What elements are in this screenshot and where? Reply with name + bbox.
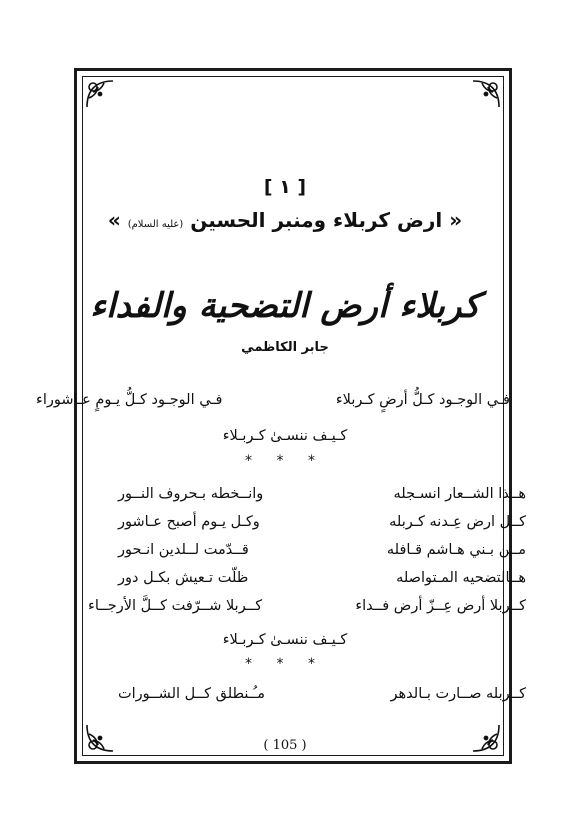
verse-line: وانــخطه بـحروف النــور (118, 486, 264, 502)
separator-stars: * * * (245, 656, 325, 672)
verse-line: هــذا الشــعار انسـجله (393, 486, 526, 502)
page-number: ( 105 ) (263, 738, 307, 753)
chapter-title (0, 208, 570, 232)
verse-line: كــربلا أرض عِــزّ أرض فــداء (355, 598, 526, 614)
chapter-number: [ ١ ] (263, 176, 307, 198)
honorific-text: (عليه السلام) (127, 219, 184, 230)
separator-stars: * * * (245, 453, 325, 469)
verse-line: فـي الوجـود كـلُّ يـومٍ عـاشوراء (36, 392, 223, 408)
poet-name: جابر الكاظمي (241, 340, 329, 355)
poem-title: كربلاء أرض التضحية والفداء (90, 286, 480, 326)
verse-line: هــالتضحيه المـتواصله (396, 570, 526, 586)
verse-line: وكـل يـوم أصبح عـاشور (118, 514, 260, 530)
chapter-title-text: « ارض كربلاء ومنبر الحسين (190, 208, 463, 232)
verse-line: مــن بـني هـاشم قـافله (386, 542, 526, 558)
verse-line: ظلّت تـعيش بكـل دور (118, 570, 249, 586)
corner-ornament-icon (470, 78, 502, 110)
verse-line: كــربلا شــرّفت كــلَّ الأرجــاء (88, 598, 263, 614)
verse-line: فـي الوجـود كـلُّ أرضٍ كـربلاء (335, 392, 510, 408)
verse-line: مـُـنطلق كــل الشــورات (118, 686, 266, 702)
chapter-title-close: » (107, 208, 121, 232)
refrain-line: كـيـف ننسـىٰ كـربـلاء (222, 428, 348, 444)
verse-line: كــل ارض عِـدنه كـربله (389, 514, 526, 530)
verse-line: قــدّمت لــلدين انـحور (118, 542, 249, 558)
corner-ornament-icon (84, 78, 116, 110)
verse-line: كــربله صــارت بـالدهر (390, 686, 526, 702)
refrain-line: كـيـف ننسـىٰ كـربـلاء (222, 632, 348, 648)
